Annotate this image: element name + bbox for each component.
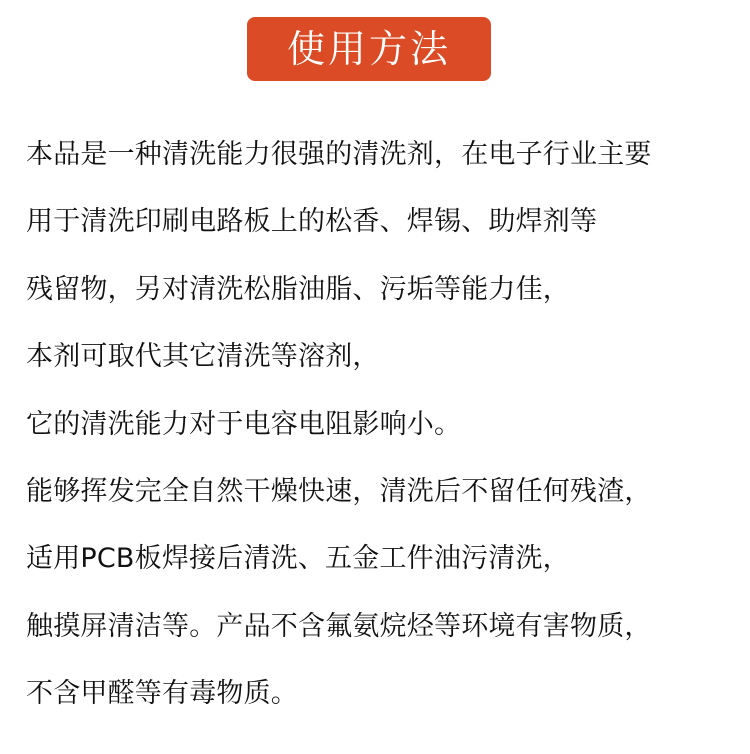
description-line: 不含甲醛等有毒物质。 [26,678,298,710]
description-line: 适用PCB板焊接后清洗、五金工件油污清洗， [26,543,570,575]
title-banner [247,17,491,81]
description-line: 残留物，另对清洗松脂油脂、污垢等能力佳， [26,273,570,305]
description-line: 它的清洗能力对于电容电阻影响小。 [26,408,462,440]
page-title: 使用方法 [286,27,451,71]
description-line: 触摸屏清洁等。产品不含氟氨烷烃等环境有害物质， [26,610,652,642]
usage-description [26,133,741,740]
description-line: 用于清洗印刷电路板上的松香、焊锡、助焊剂等 [26,206,598,238]
description-line: 本品是一种清洗能力很强的清洗剂，在电子行业主要 [26,139,652,170]
description-line: 本剂可取代其它清洗等溶剂， [26,341,380,373]
description-line: 能够挥发完全自然干燥快速，清洗后不留任何残渣， [26,475,652,507]
